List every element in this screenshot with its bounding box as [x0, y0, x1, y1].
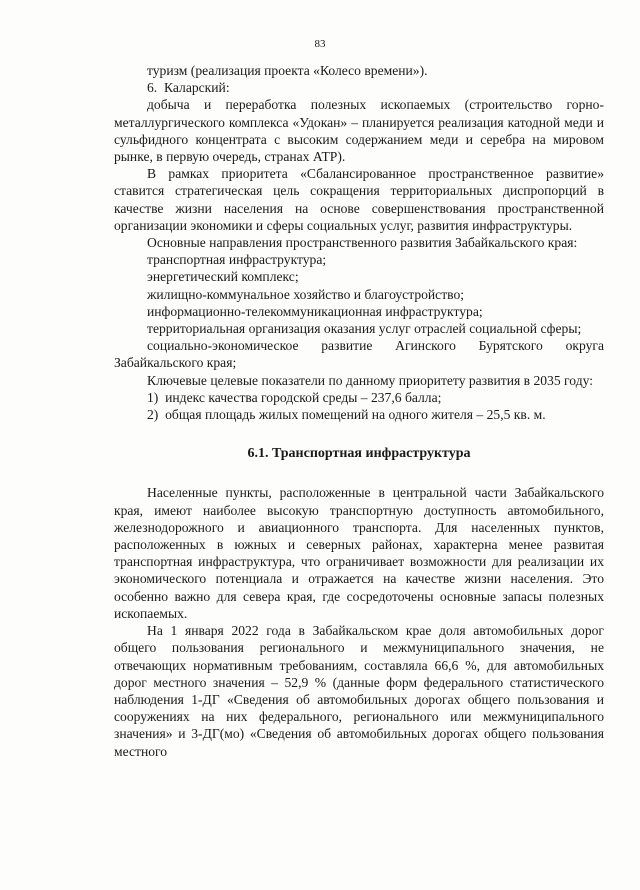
indicator-item: 2) общая площадь жилых помещений на одного жителя – 25,5 кв. м. [147, 407, 546, 423]
section-title: 6.1. Транспортная инфраструктура [247, 446, 471, 462]
paragraph-priority: В рамках приоритета «Сбалансированное пространственное развитие» ставится стратегическая цель сокращения территориальных диспропорций в качестве жизни населения на основе совершенствования пространственной организации экономики и сферы социальных услуг, развития инфраструктуры. [114, 166, 604, 233]
direction-item: энергетический комплекс; [147, 269, 299, 285]
document-body [114, 62, 604, 760]
indicator-item: 1) индекс качества городской среды – 237,6 балла; [147, 389, 442, 405]
paragraph-udokan: добыча и переработка полезных ископаемых (строительство горно-металлургического комплекса «Удокан» – планируется реализация катодной меди и сульфидного концентрата с высоким содержанием меди и серебра на мировом рынке, в первую очередь, странах АТР). [114, 97, 604, 165]
direction-item: транспортная инфраструктура; [147, 252, 327, 268]
paragraph-roads: На 1 января 2022 года в Забайкальском крае доля автомобильных дорог общего пользования регионального и межмуниципального значения, не отвечающих нормативным требованиям, составляла 66,6 %, для автомобильных дорог местного значения – 52,9 % (данные форм федерального статистического наблюдения 1-ДГ «Сведения об автомобильных дорогах общего пользования и сооружениях на них федерального, регионального или межмуниципального значения» и 3-ДГ(мо) «Сведения об автомобильных дорогах общего пользования местного [114, 623, 604, 759]
paragraph-tourism: туризм (реализация проекта «Колесо времени»). [147, 63, 428, 78]
paragraph-directions-intro: Основные направления пространственного развития Забайкальского края: [147, 235, 578, 251]
page-number: 83 [314, 38, 326, 50]
direction-item: территориальная организация оказания услуг отраслей социальной сферы; [147, 321, 582, 337]
direction-item: информационно-телекоммуникационная инфраструктура; [147, 303, 483, 319]
direction-item: социально-экономическое развитие Агинского Бурятского округа Забайкальского края; [114, 338, 604, 371]
direction-item: жилищно-коммунальное хозяйство и благоустройство; [147, 286, 465, 302]
district-heading-kalarsky: 6. Каларский: [147, 80, 230, 96]
paragraph-indicators-intro: Ключевые целевые показатели по данному приоритету развития в 2035 году: [147, 372, 594, 388]
paragraph-settlements: Населенные пункты, расположенные в центральной части Забайкальского края, имеют наиболее высокую транспортную доступность автомобильного, железнодорожного и авиационного транспорта. Для населенных пунктов, расположенных в южных и северных районах, характерна менее развитая транспортная инфраструктура, что ограничивает возможности для реализации их экономического потенциала и отражается на качестве жизни населения. Это особенно важно для севера края, где сосредоточены основные запасы полезных ископаемых. [114, 485, 604, 621]
